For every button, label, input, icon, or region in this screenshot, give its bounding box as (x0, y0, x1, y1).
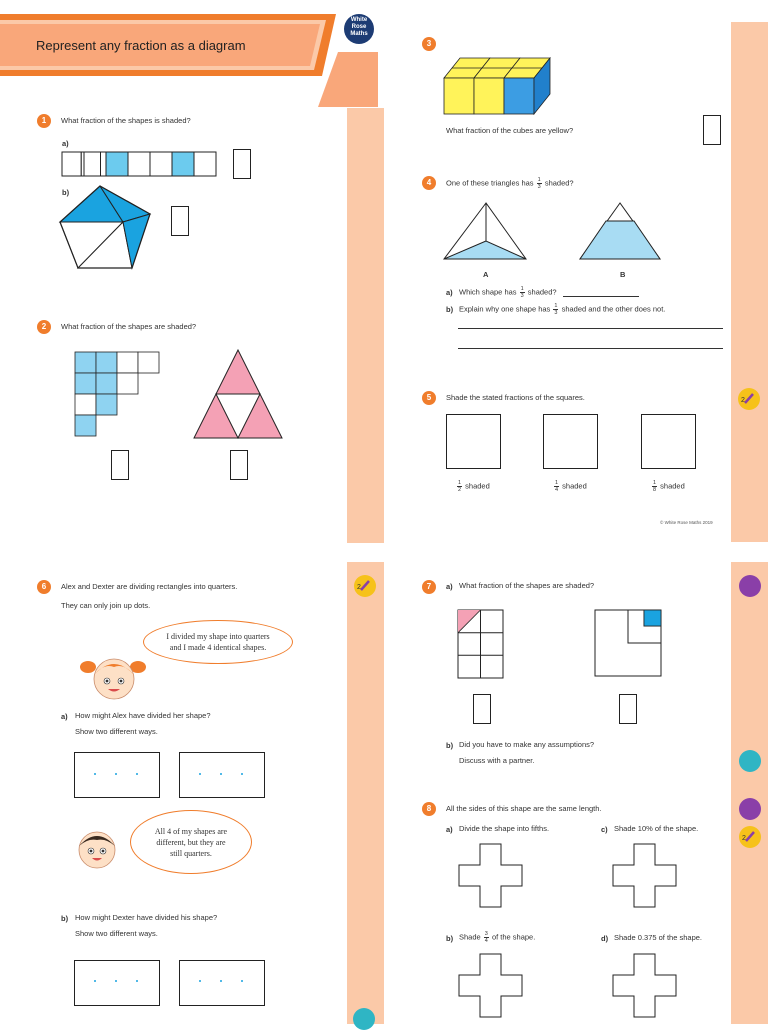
bar-cell (194, 152, 216, 176)
question-4-text (446, 177, 574, 190)
triangle-b-label: B (620, 270, 626, 279)
fraction-denominator: 3 (537, 184, 541, 190)
square-3-caption (651, 480, 685, 493)
q4-part-a-suffix: shaded? (527, 287, 557, 297)
svg-text:2: 2 (741, 397, 745, 404)
bar-cell (150, 152, 172, 176)
question-number-4: 4 (422, 176, 436, 190)
cuboid-cubes (444, 54, 564, 118)
square-1-label: shaded (465, 481, 490, 491)
fraction-numerator: 3 (484, 931, 488, 937)
triangle-a-label: A (483, 270, 489, 279)
logo-word-maths: Maths (350, 31, 368, 37)
q7-part-a-label: a) (446, 582, 453, 591)
alex-speech-bubble (143, 620, 293, 664)
q4-fraction (537, 177, 542, 190)
nested-square-diagram (595, 610, 665, 680)
q4-part-b-fraction (553, 303, 558, 316)
answer-box-2b[interactable] (230, 450, 248, 480)
answer-box-7b[interactable] (619, 694, 637, 724)
question-number-2: 2 (37, 320, 51, 334)
white-rose-maths-logo (344, 14, 374, 44)
fraction-numerator: 1 (537, 177, 541, 183)
pentagon-diagram (60, 186, 160, 270)
q8-part-a-label: a) (446, 825, 453, 834)
rectangle-dots (74, 770, 274, 780)
svg-text:2: 2 (742, 835, 746, 842)
question-2-text: What fraction of the shapes are shaded? (61, 322, 197, 331)
q8-part-b-text (459, 931, 535, 944)
q4-answer-line-2[interactable] (458, 348, 723, 349)
logo-word-rose: Rose (351, 24, 367, 30)
q4-part-a-text (459, 286, 557, 299)
square-1-fraction (457, 480, 462, 493)
answer-box-1a[interactable] (233, 149, 251, 179)
discussion-bubble-icon (739, 798, 761, 820)
dexter-avatar (72, 830, 122, 870)
q4-part-a-prefix: Which shape has (459, 287, 517, 297)
cross-shape[interactable] (459, 844, 523, 908)
discussion-bubble-icon (739, 575, 761, 597)
fraction-denominator: 3 (554, 310, 558, 316)
question-6-text-1: Alex and Dexter are dividing rectangles into quarters. (61, 582, 238, 591)
q4-part-b-suffix: shaded and the other does not. (561, 304, 666, 314)
square-to-shade-3[interactable] (641, 414, 696, 469)
answer-box-2a[interactable] (111, 450, 129, 480)
alex-speech-line-1: I divided my shape into quarters (166, 632, 270, 641)
fraction-denominator: 8 (653, 487, 657, 493)
corner-decoration (318, 52, 378, 112)
answer-box-3[interactable] (703, 115, 721, 145)
pink-triangle-diagram (194, 350, 284, 440)
question-number-3: 3 (422, 37, 436, 51)
q8-part-d-label: d) (601, 934, 609, 943)
fraction-denominator: 4 (555, 487, 559, 493)
q4-part-a-fraction (520, 286, 525, 299)
q8-part-c-text: Shade 10% of the shape. (614, 824, 699, 833)
bar-cell (62, 152, 81, 176)
grid-rectangle-diagram (458, 610, 504, 680)
page-title: Represent any fraction as a diagram (36, 38, 246, 53)
square-3-label: shaded (660, 481, 685, 491)
q6-part-b-sub: Show two different ways. (75, 929, 158, 938)
alex-speech-line-2: and I made 4 identical shapes. (169, 643, 267, 652)
q8-part-d-text: Shade 0.375 of the shape. (614, 933, 702, 942)
q6-part-b-text: How might Dexter have divided his shape? (75, 913, 218, 922)
reasoning-pencil-icon (738, 388, 760, 410)
answer-box-7a[interactable] (473, 694, 491, 724)
q4-part-a-answer-line[interactable] (563, 296, 639, 297)
triangle-b (580, 203, 664, 261)
fraction-denominator: 2 (458, 487, 462, 493)
question-number-1: 1 (37, 114, 51, 128)
q7-part-b-text: Did you have to make any assumptions? (459, 740, 595, 749)
bar-of-eight-rectangles (62, 152, 216, 176)
question-number-8: 8 (422, 802, 436, 816)
fraction-numerator: 1 (458, 480, 462, 486)
q4-part-a-label: a) (446, 288, 453, 297)
bar-cell (128, 152, 150, 176)
q4-part-b-label: b) (446, 305, 454, 314)
copyright-text: © White Rose Maths 2019 (660, 520, 713, 525)
q4-text-prefix: One of these triangles has (446, 178, 534, 188)
square-1-caption (456, 480, 490, 493)
side-strip-top-left (347, 108, 384, 543)
q6-part-a-text: How might Alex have divided her shape? (75, 711, 211, 720)
q4-answer-line-1[interactable] (458, 328, 723, 329)
square-to-shade-1[interactable] (446, 414, 501, 469)
square-2-caption (553, 480, 587, 493)
triangle-a (444, 203, 528, 261)
q4-text-suffix: shaded? (544, 178, 574, 188)
q6-part-a-label: a) (61, 712, 68, 721)
square-2-label: shaded (562, 481, 587, 491)
question-6-text-2: They can only join up dots. (61, 601, 151, 610)
q4-part-b-text (459, 303, 665, 316)
reasoning-pencil-icon (354, 575, 376, 597)
q6-part-a-sub: Show two different ways. (75, 727, 158, 736)
header-banner (0, 14, 336, 76)
question-1-part-b-label: b) (62, 188, 70, 197)
square-3-fraction (652, 480, 657, 493)
q8-part-b-suffix: of the shape. (491, 932, 536, 942)
fraction-numerator: 1 (555, 480, 559, 486)
question-3-text: What fraction of the cubes are yellow? (446, 126, 574, 135)
fraction-numerator: 1 (653, 480, 657, 486)
q7-part-b-sub: Discuss with a partner. (459, 756, 535, 765)
q8-part-a-text: Divide the shape into fifths. (459, 824, 550, 833)
bar-cell-shaded (172, 152, 194, 176)
logo-word-white: White (350, 17, 368, 23)
fraction-numerator: 1 (520, 286, 524, 292)
dexter-speech-line-1: All 4 of my shapes are (154, 826, 228, 836)
side-strip-bottom-left (347, 562, 384, 1024)
q4-part-b-prefix: Explain why one shape has (459, 304, 551, 314)
reasoning-pencil-icon (739, 826, 761, 848)
dexter-speech-line-3: still quarters. (170, 848, 212, 858)
square-2-fraction (554, 480, 559, 493)
dexter-speech-bubble (130, 810, 252, 874)
question-number-7: 7 (422, 580, 436, 594)
question-8-text: All the sides of this shape are the same length. (446, 804, 602, 813)
q7-part-b-label: b) (446, 741, 454, 750)
svg-text:2: 2 (357, 584, 361, 591)
cross-shape[interactable] (613, 954, 677, 1018)
fraction-denominator: 3 (520, 293, 524, 299)
question-number-6: 6 (37, 580, 51, 594)
side-strip-top-right (731, 22, 768, 542)
discussion-bubble-icon (739, 750, 761, 772)
side-strip-bottom-right (731, 562, 768, 1024)
square-to-shade-2[interactable] (543, 414, 598, 469)
fraction-denominator: 4 (484, 938, 488, 944)
bar-cell-shaded (106, 152, 128, 176)
dexter-speech-line-2: different, but they are (156, 837, 226, 847)
question-1-text: What fraction of the shapes is shaded? (61, 116, 191, 125)
q8-part-b-fraction (484, 931, 489, 944)
q8-part-b-prefix: Shade (459, 932, 481, 942)
question-5-text: Shade the stated fractions of the squares. (446, 393, 585, 402)
rectangle-dots (74, 977, 274, 987)
question-number-5: 5 (422, 391, 436, 405)
cross-shape[interactable] (613, 844, 677, 908)
staircase-grid (75, 352, 165, 442)
answer-box-1b[interactable] (171, 206, 189, 236)
q7-part-a-text: What fraction of the shapes are shaded? (459, 581, 595, 590)
q6-part-b-label: b) (61, 914, 69, 923)
discussion-bubble-icon (353, 1008, 375, 1030)
q8-part-c-label: c) (601, 825, 608, 834)
cross-shape[interactable] (459, 954, 523, 1018)
alex-avatar (80, 653, 146, 703)
fraction-numerator: 1 (554, 303, 558, 309)
question-1-part-a-label: a) (62, 139, 69, 148)
q8-part-b-label: b) (446, 934, 454, 943)
